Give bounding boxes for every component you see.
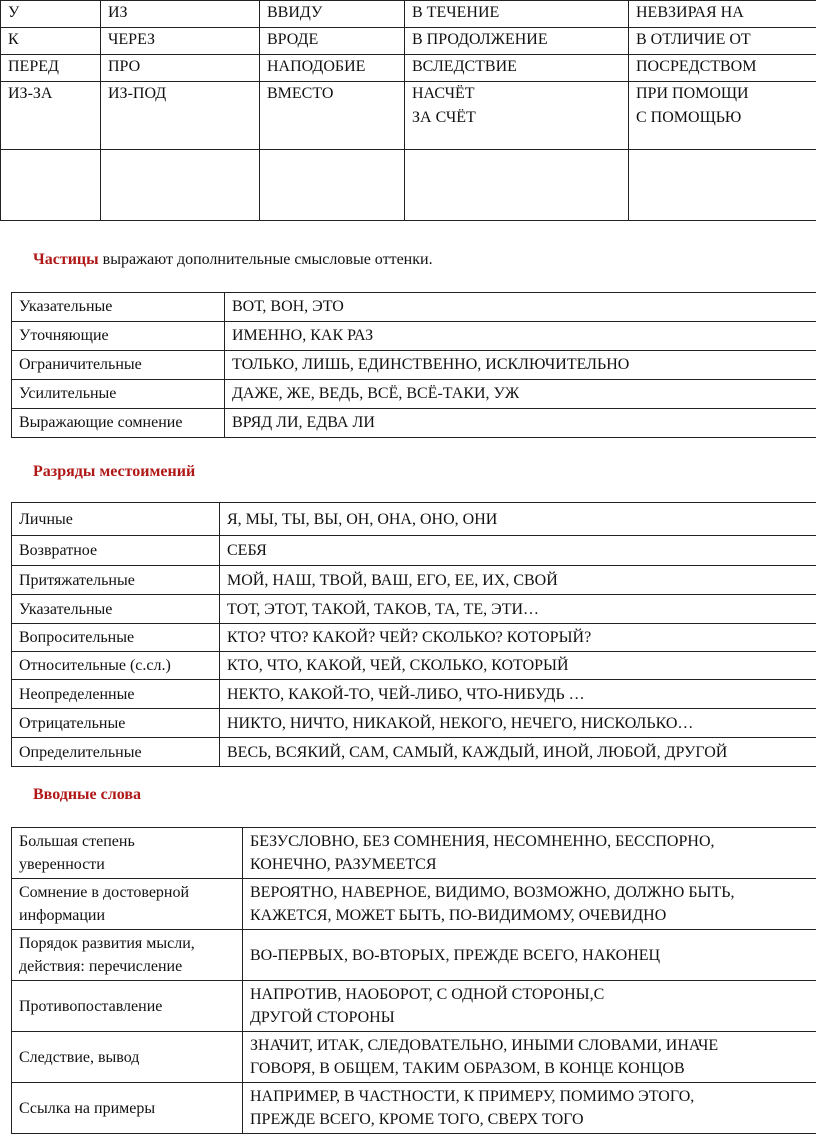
particle-words: ВРЯД ЛИ, ЕДВА ЛИ: [225, 409, 816, 438]
cell-line: НАПРИМЕР, В ЧАСТНОСТИ, К ПРИМЕРУ, ПОМИМО ЭТОГО,: [250, 1088, 695, 1105]
table-row: [12, 536, 816, 566]
table-row: [12, 680, 816, 709]
pronoun-type: Неопределенные: [12, 680, 220, 709]
cell-line: ВО-ПЕРВЫХ, ВО-ВТОРЫХ, ПРЕЖДЕ ВСЕГО, НАКОНЕЦ: [250, 946, 661, 964]
table-cell: ИЗ: [101, 1, 260, 28]
table-cell: В ПРОДОЛЖЕНИЕ: [405, 28, 629, 55]
table-row: [1, 82, 816, 150]
intro-words: [243, 879, 816, 930]
table-row: [12, 981, 816, 1032]
pronoun-type: Возвратное: [12, 536, 220, 566]
table-row: [12, 351, 816, 380]
intro-words: [243, 930, 816, 981]
cell-line: КОНЕЧНО, РАЗУМЕЕТСЯ: [250, 856, 437, 873]
pronoun-type: Вопросительные: [12, 624, 220, 652]
table-cell: ВМЕСТО: [260, 82, 405, 150]
table-row: [1, 150, 816, 221]
table-cell: ВРОДЕ: [260, 28, 405, 55]
cell-line: ПРИ ПОМОЩИ: [636, 85, 749, 102]
pronoun-type: Указательные: [12, 595, 220, 624]
cell-line: Противопоставление: [19, 997, 163, 1015]
table-row: [12, 566, 816, 595]
table-cell: К: [1, 28, 101, 55]
table-cell: ПЕРЕД: [1, 55, 101, 82]
table-row: [12, 293, 816, 322]
table-row: [12, 1083, 816, 1134]
cell-line: Сомнение в достоверной: [19, 884, 190, 901]
table-row: [12, 828, 816, 879]
pronoun-words: ВЕСЬ, ВСЯКИЙ, САМ, САМЫЙ, КАЖДЫЙ, ИНОЙ, ЛЮБОЙ, ДРУГОЙ: [220, 738, 816, 767]
intro-meaning: [12, 930, 243, 981]
table-cell: В ТЕЧЕНИЕ: [405, 1, 629, 28]
table-cell: [629, 82, 816, 150]
particle-words: ВОТ, ВОН, ЭТО: [225, 293, 816, 322]
pronoun-words: СЕБЯ: [220, 536, 816, 566]
table-cell: [629, 150, 816, 221]
cell-line: БЕЗУСЛОВНО, БЕЗ СОМНЕНИЯ, НЕСОМНЕННО, БЕССПОРНО,: [250, 833, 715, 850]
cell-line: ЗА СЧЁТ: [412, 109, 476, 126]
table-cell: У: [1, 1, 101, 28]
pronoun-words: МОЙ, НАШ, ТВОЙ, ВАШ, ЕГО, ЕЕ, ИХ, СВОЙ: [220, 566, 816, 595]
cell-line: ПРЕЖДЕ ВСЕГО, КРОМЕ ТОГО, СВЕРХ ТОГО: [250, 1111, 584, 1128]
intro-words: [243, 1032, 816, 1083]
intro-meaning: [12, 1032, 243, 1083]
table-row: [12, 380, 816, 409]
particle-words: ИМЕННО, КАК РАЗ: [225, 322, 816, 351]
cell-line: Следствие, вывод: [19, 1048, 140, 1066]
cell-line: ДРУГОЙ СТОРОНЫ: [250, 1009, 395, 1026]
particle-type: Уточняющие: [12, 322, 225, 351]
table-row: [12, 930, 816, 981]
table-row: [12, 409, 816, 438]
pronouns-table: [11, 502, 816, 767]
particles-heading-term: Частицы: [33, 251, 99, 268]
table-row: [1, 1, 816, 28]
intro-words-table: [11, 827, 816, 1134]
cell-line: информации: [19, 907, 106, 924]
table-cell: ПРО: [101, 55, 260, 82]
intro-meaning: [12, 828, 243, 879]
particle-type: Указательные: [12, 293, 225, 322]
pronoun-words: ТОТ, ЭТОТ, ТАКОЙ, ТАКОВ, ТА, ТЕ, ЭТИ…: [220, 595, 816, 624]
pronoun-type: Личные: [12, 503, 220, 536]
particles-heading-text: выражают дополнительные смысловые оттенки.: [98, 251, 433, 268]
intro-words: [243, 1083, 816, 1134]
cell-line: С ПОМОЩЬЮ: [636, 109, 742, 126]
particle-type: Ограничительные: [12, 351, 225, 380]
prepositions-table: [0, 0, 816, 221]
intro-words: [243, 981, 816, 1032]
cell-line: ЗНАЧИТ, ИТАК, СЛЕДОВАТЕЛЬНО, ИНЫМИ СЛОВАМИ, ИНАЧЕ: [250, 1037, 719, 1054]
intro-meaning: [12, 981, 243, 1032]
cell-line: действия: перечисление: [19, 958, 183, 975]
particle-words: ДАЖЕ, ЖЕ, ВЕДЬ, ВСЁ, ВСЁ-ТАКИ, УЖ: [225, 380, 816, 409]
intro-meaning: [12, 879, 243, 930]
table-row: [1, 28, 816, 55]
table-cell: НАПОДОБИЕ: [260, 55, 405, 82]
cell-line: Ссылка на примеры: [19, 1099, 156, 1117]
table-cell: [405, 82, 629, 150]
cell-line: КАЖЕТСЯ, МОЖЕТ БЫТЬ, ПО-ВИДИМОМУ, ОЧЕВИДНО: [250, 907, 667, 924]
intro-words-heading: Вводные слова: [33, 786, 141, 803]
cell-line: Порядок развития мысли,: [19, 935, 195, 952]
pronoun-type: Относительные (с.сл.): [12, 652, 220, 680]
particle-type: Усилительные: [12, 380, 225, 409]
table-cell: ВВИДУ: [260, 1, 405, 28]
pronouns-heading: Разряды местоимений: [33, 463, 196, 480]
table-row: [12, 879, 816, 930]
pronoun-type: Определительные: [12, 738, 220, 767]
particle-words: ТОЛЬКО, ЛИШЬ, ЕДИНСТВЕННО, ИСКЛЮЧИТЕЛЬНО: [225, 351, 816, 380]
table-cell: [260, 150, 405, 221]
pronoun-type: Отрицательные: [12, 709, 220, 738]
pronoun-words: НЕКТО, КАКОЙ-ТО, ЧЕЙ-ЛИБО, ЧТО-НИБУДЬ …: [220, 680, 816, 709]
table-row: [1, 55, 816, 82]
intro-meaning: [12, 1083, 243, 1134]
pronoun-words: КТО, ЧТО, КАКОЙ, ЧЕЙ, СКОЛЬКО, КОТОРЫЙ: [220, 652, 816, 680]
particles-table: [11, 292, 816, 438]
table-row: [12, 652, 816, 680]
table-row: [12, 738, 816, 767]
table-cell: ЧЕРЕЗ: [101, 28, 260, 55]
table-row: [12, 503, 816, 536]
table-cell: В ОТЛИЧИЕ ОТ: [629, 28, 816, 55]
table-cell: ИЗ-ЗА: [1, 82, 101, 150]
table-cell: НЕВЗИРАЯ НА: [629, 1, 816, 28]
cell-line: ВЕРОЯТНО, НАВЕРНОЕ, ВИДИМО, ВОЗМОЖНО, ДОЛЖНО БЫТЬ,: [250, 884, 735, 901]
table-cell: ИЗ-ПОД: [101, 82, 260, 150]
pronoun-words: Я, МЫ, ТЫ, ВЫ, ОН, ОНА, ОНО, ОНИ: [220, 503, 816, 536]
table-row: [12, 709, 816, 738]
cell-line: ГОВОРЯ, В ОБЩЕМ, ТАКИМ ОБРАЗОМ, В КОНЦЕ КОНЦОВ: [250, 1060, 685, 1077]
table-row: [12, 1032, 816, 1083]
cell-line: НАСЧЁТ: [412, 85, 475, 102]
particles-heading: [33, 251, 433, 269]
intro-words: [243, 828, 816, 879]
table-cell: ПОСРЕДСТВОМ: [629, 55, 816, 82]
cell-line: НАПРОТИВ, НАОБОРОТ, С ОДНОЙ СТОРОНЫ,С: [250, 986, 605, 1003]
cell-line: уверенности: [19, 856, 105, 873]
particle-type: Выражающие сомнение: [12, 409, 225, 438]
table-row: [12, 322, 816, 351]
table-cell: [1, 150, 101, 221]
cell-line: Большая степень: [19, 833, 135, 850]
table-row: [12, 624, 816, 652]
table-row: [12, 595, 816, 624]
table-cell: [101, 150, 260, 221]
table-cell: [405, 150, 629, 221]
pronoun-type: Притяжательные: [12, 566, 220, 595]
pronoun-words: НИКТО, НИЧТО, НИКАКОЙ, НЕКОГО, НЕЧЕГО, НИСКОЛЬКО…: [220, 709, 816, 738]
pronoun-words: КТО? ЧТО? КАКОЙ? ЧЕЙ? СКОЛЬКО? КОТОРЫЙ?: [220, 624, 816, 652]
table-cell: ВСЛЕДСТВИЕ: [405, 55, 629, 82]
